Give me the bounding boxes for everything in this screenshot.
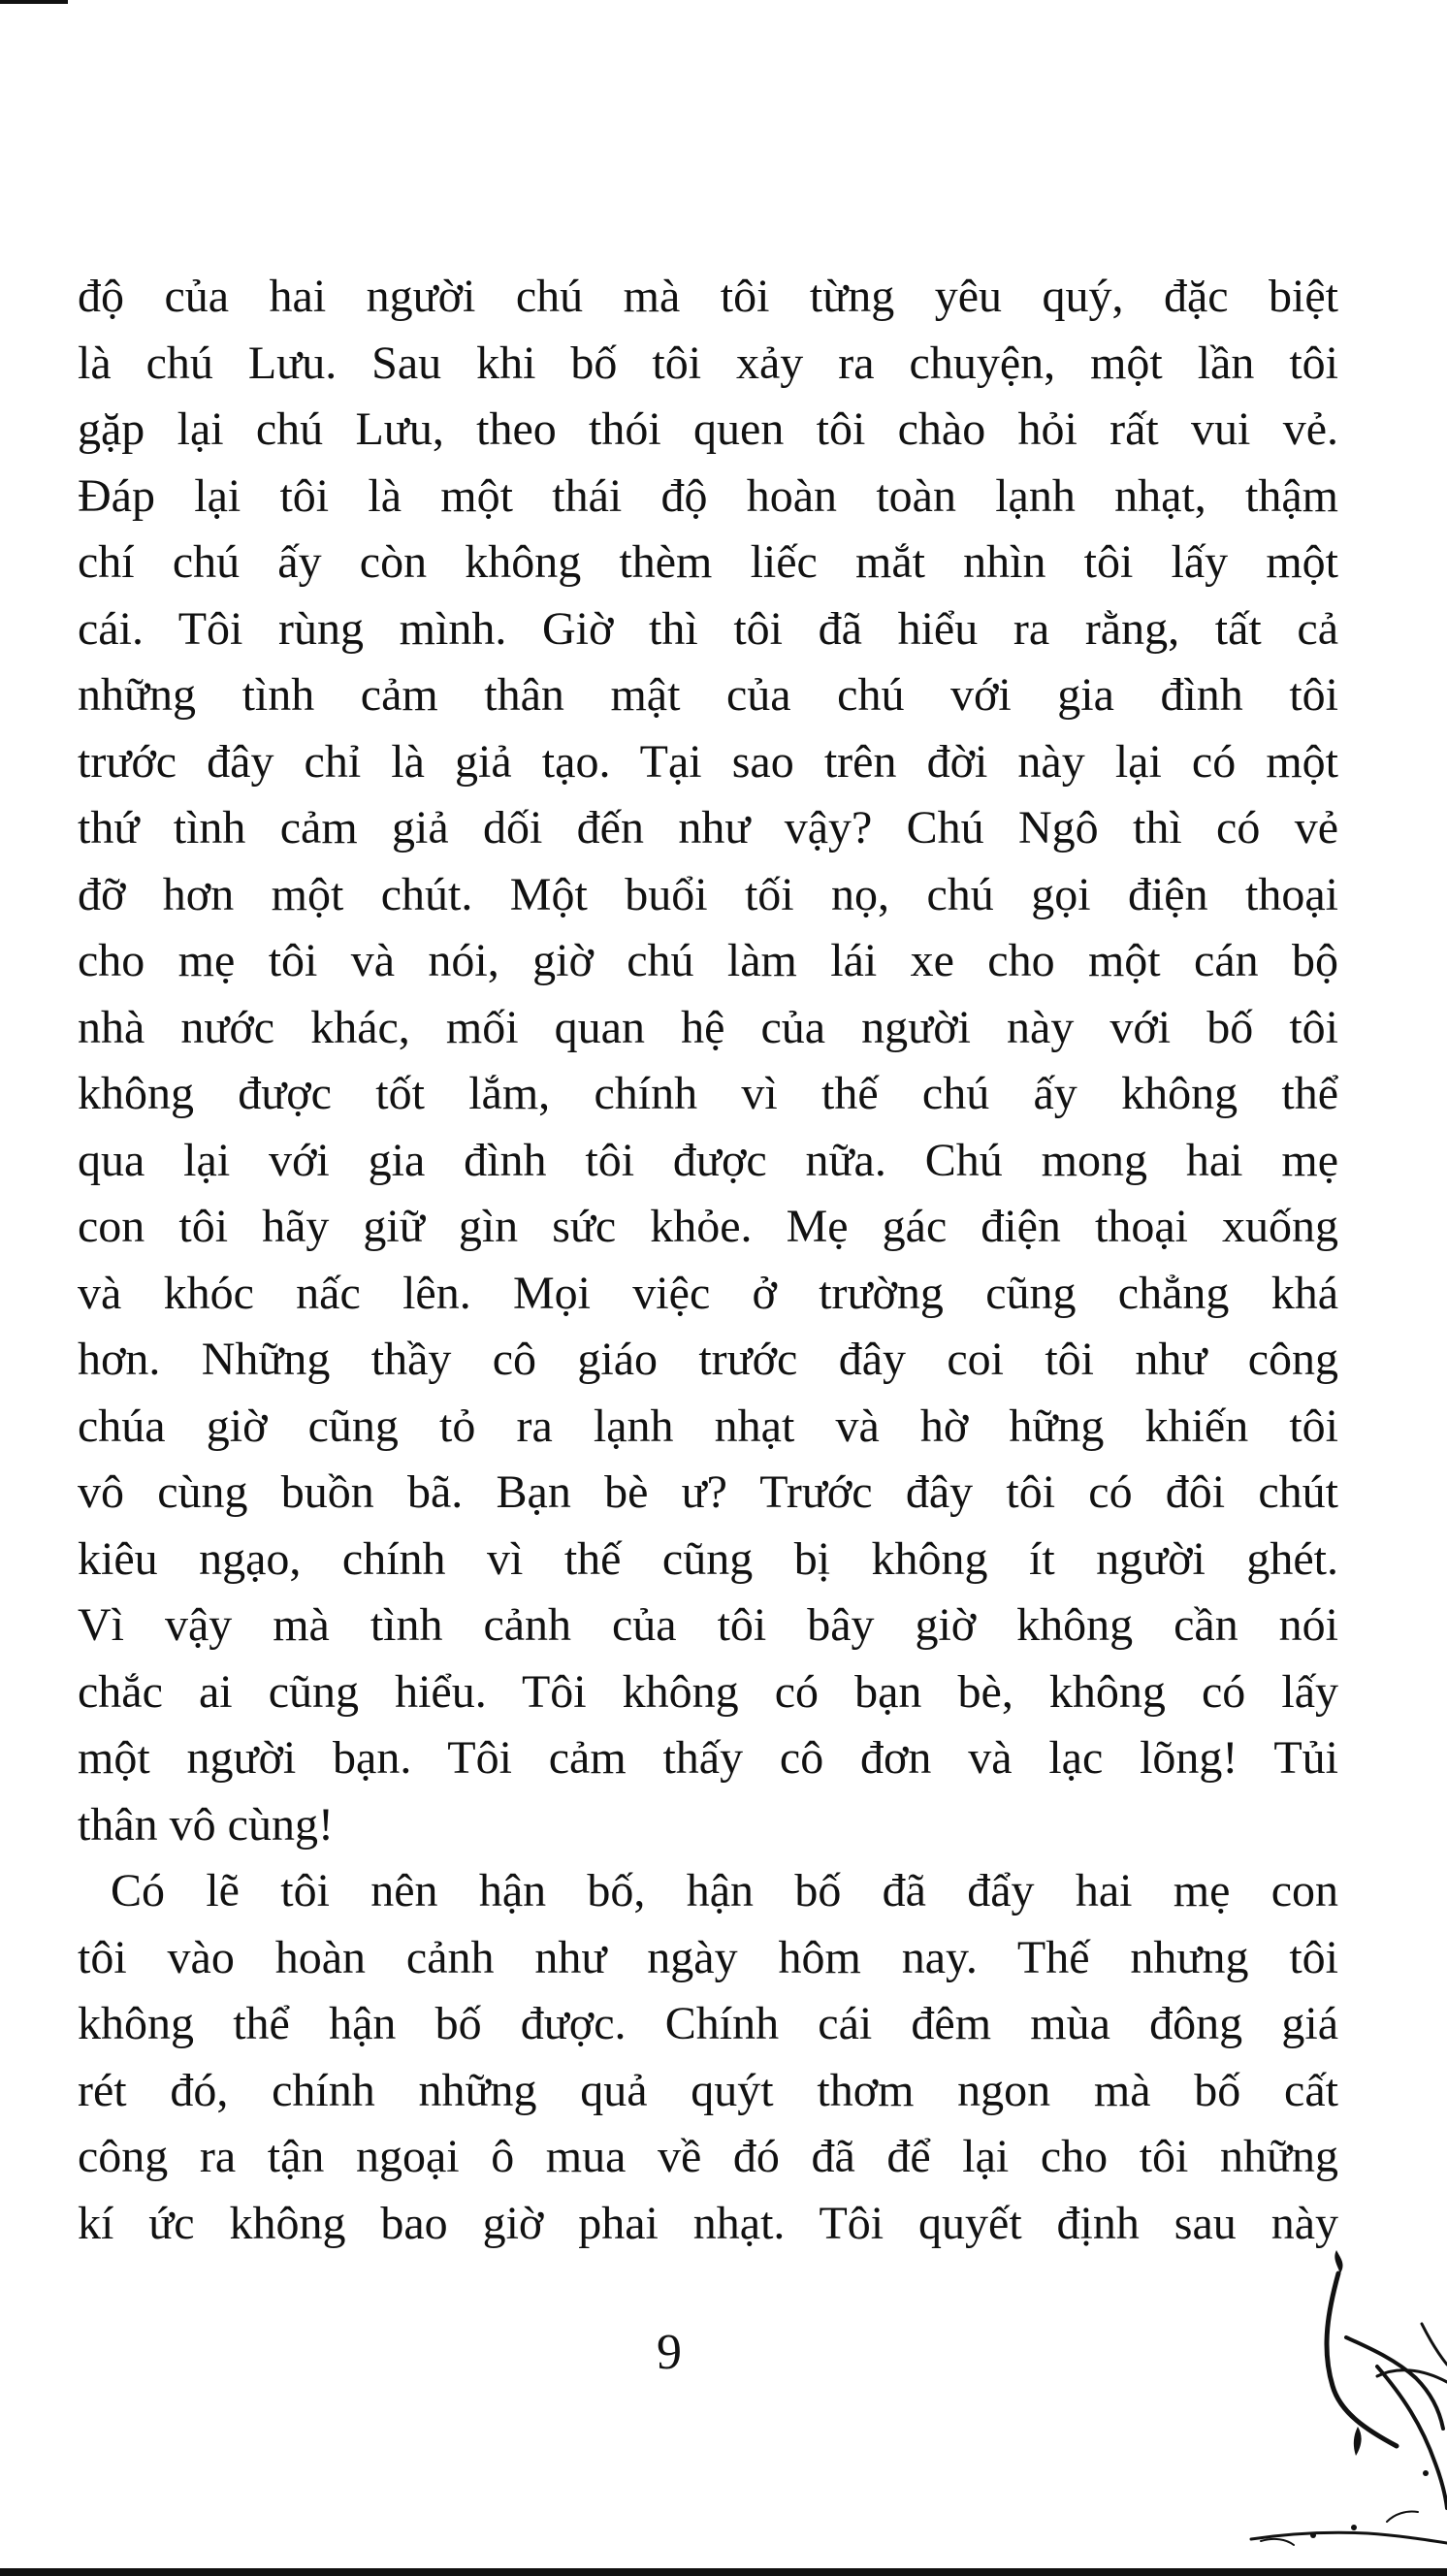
text-line: một người bạn. Tôi cảm thấy cô đơn và lạc lõng! Tủi	[78, 1732, 1338, 1784]
text-line: trước đây chỉ là giả tạo. Tại sao trên đời này lại có một	[78, 735, 1338, 788]
text-line: những tình cảm thân mật của chú với gia đình tôi	[78, 669, 1338, 721]
text-line: không thể hận bố được. Chính cái đêm mùa đông giá	[78, 1998, 1338, 2049]
text-line: rét đó, chính những quả quýt thơm ngon mà bố cất	[78, 2064, 1338, 2116]
text-line: thứ tình cảm giả dối đến như vậy? Chú Ngô thì có vẻ	[78, 802, 1338, 853]
text-line: chí chú ấy còn không thèm liếc mắt nhìn tôi lấy một	[78, 536, 1338, 588]
text-line: gặp lại chú Lưu, theo thói quen tôi chào hỏi rất vui vẻ.	[78, 403, 1338, 455]
text-line: qua lại với gia đình tôi được nữa. Chú mong hai mẹ	[78, 1134, 1338, 1186]
text-line: thân vô cùng!	[78, 1798, 334, 1851]
scan-edge-mark	[0, 0, 68, 4]
text-line: chúa giờ cũng tỏ ra lạnh nhạt và hờ hững khiến tôi	[78, 1400, 1338, 1452]
scan-edge-bottom	[0, 2568, 1447, 2576]
text-line: hơn. Những thầy cô giáo trước đây coi tôi như công	[78, 1334, 1338, 1385]
page-number: 9	[657, 2325, 682, 2380]
text-line: là chú Lưu. Sau khi bố tôi xảy ra chuyện, một lần tôi	[78, 337, 1338, 389]
text-line: kí ức không bao giờ phai nhạt. Tôi quyết định sau này	[78, 2197, 1338, 2249]
paragraph-start-line: Có lẽ tôi nên hận bố, hận bố đã đẩy hai mẹ con	[111, 1865, 1338, 1916]
text-line: con tôi hãy giữ gìn sức khỏe. Mẹ gác điện thoại xuống	[78, 1201, 1338, 1252]
text-line: Vì vậy mà tình cảnh của tôi bây giờ không cần nói	[78, 1599, 1338, 1651]
text-line: độ của hai người chú mà tôi từng yêu quý, đặc biệt	[78, 271, 1338, 322]
text-line: nhà nước khác, mối quan hệ của người này với bố tôi	[78, 1001, 1338, 1053]
text-line: tôi vào hoàn cảnh như ngày hôm nay. Thế nhưng tôi	[78, 1931, 1338, 1983]
text-line: cái. Tôi rùng mình. Giờ thì tôi đã hiểu ra rằng, tất cả	[78, 602, 1338, 655]
text-line: chắc ai cũng hiểu. Tôi không có bạn bè, không có lấy	[78, 1665, 1338, 1718]
body-text	[78, 264, 1338, 2257]
text-line: kiêu ngạo, chính vì thế cũng bị không ít người ghét.	[78, 1532, 1338, 1585]
floral-corner-ornament-icon	[1232, 2231, 1447, 2576]
text-line: không được tốt lắm, chính vì thế chú ấy không thể	[78, 1068, 1338, 1119]
text-line: và khóc nấc lên. Mọi việc ở trường cũng chẳng khá	[78, 1267, 1338, 1319]
text-line: cho mẹ tôi và nói, giờ chú làm lái xe cho một cán bộ	[78, 935, 1338, 986]
text-line: công ra tận ngoại ô mua về đó đã để lại cho tôi những	[78, 2131, 1338, 2182]
text-line: vô cùng buồn bã. Bạn bè ư? Trước đây tôi có đôi chút	[78, 1466, 1338, 1518]
text-line: đỡ hơn một chút. Một buổi tối nọ, chú gọi điện thoại	[78, 868, 1338, 920]
text-line: Đáp lại tôi là một thái độ hoàn toàn lạnh nhạt, thậm	[78, 469, 1338, 522]
